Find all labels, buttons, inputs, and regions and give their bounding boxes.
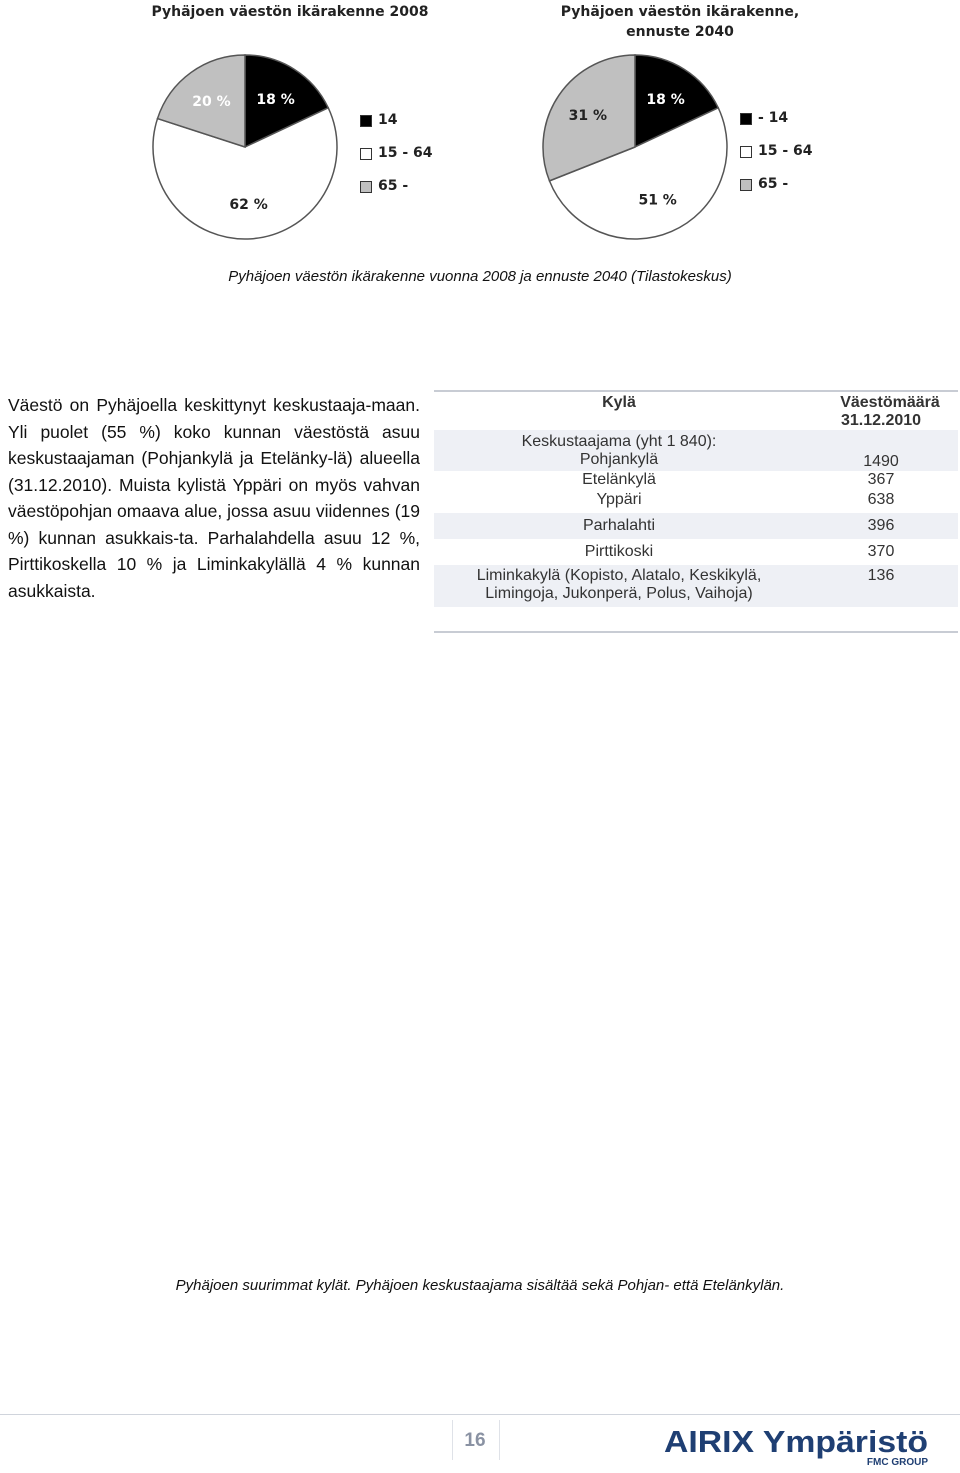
- table-row: [434, 451, 958, 471]
- legend-item: [740, 110, 813, 143]
- cell-village-line1: Liminkakylä (Kopisto, Alatalo, Keskikylä,: [476, 567, 762, 584]
- legend-swatch-white: [740, 146, 752, 158]
- cell-population: 1490: [863, 453, 899, 470]
- villages-table: [434, 390, 958, 633]
- legend-label: - 14: [758, 110, 789, 126]
- legend-item: [740, 176, 813, 209]
- legend-label: 14: [378, 112, 398, 128]
- cell-village: Pirttikoski: [584, 543, 654, 560]
- legend-2040: [740, 110, 813, 209]
- pie-slice-label: 51 %: [638, 192, 677, 209]
- airix-logo: [664, 1424, 928, 1466]
- cell-village: Pohjankylä: [579, 451, 659, 468]
- table-row: [434, 513, 958, 539]
- logo-main-text: AIRIX Ympäristö: [664, 1424, 928, 1459]
- legend-2008: [360, 112, 433, 211]
- chart-2-title-line2: ennuste 2040: [626, 24, 734, 40]
- table-row: [434, 430, 958, 451]
- legend-item: [360, 178, 433, 211]
- legend-swatch-gray: [740, 179, 752, 191]
- legend-label: 65 -: [378, 178, 409, 194]
- table-header-row: [434, 391, 958, 430]
- chart-2-title: [530, 2, 830, 42]
- legend-label: 15 - 64: [758, 143, 813, 159]
- pie-chart-2040: [540, 52, 730, 242]
- legend-label: 65 -: [758, 176, 789, 192]
- pie-slice-label: 18 %: [256, 91, 295, 108]
- header-village: Kylä: [602, 394, 636, 411]
- cell-village-line2: Limingoja, Jukonperä, Polus, Vaihoja): [485, 585, 753, 602]
- cell-population: 396: [867, 517, 895, 534]
- header-population: [804, 391, 958, 430]
- legend-swatch-black: [360, 115, 372, 127]
- cell-population: 370: [867, 543, 895, 560]
- header-population-line1: Väestömäärä: [840, 394, 940, 411]
- cell-population: 367: [867, 471, 895, 488]
- legend-item: [360, 112, 433, 145]
- table-row: [434, 565, 958, 607]
- cell-population: 638: [867, 491, 895, 508]
- charts-caption: Pyhäjoen väestön ikärakenne vuonna 2008 ja ennuste 2040 (Tilastokeskus): [228, 268, 732, 285]
- pie-slice-label: 31 %: [568, 107, 608, 124]
- cell-village: Parhalahti: [582, 517, 656, 534]
- table-row: [434, 471, 958, 489]
- cell-village: Yppäri: [596, 491, 642, 508]
- header-population-line2: 31.12.2010: [840, 412, 922, 429]
- legend-label: 15 - 64: [378, 145, 433, 161]
- pie-chart-2008: [150, 52, 340, 242]
- table-caption: Pyhäjoen suurimmat kylät. Pyhäjoen keskustaajama sisältää sekä Pohjan- että Etelänkylän.: [175, 1277, 785, 1294]
- cell-village: [434, 565, 804, 607]
- pie-slice-label: 20 %: [192, 93, 231, 110]
- legend-swatch-gray: [360, 181, 372, 193]
- legend-swatch-white: [360, 148, 372, 160]
- table-row: [434, 489, 958, 513]
- footer-divider: [0, 1414, 960, 1415]
- table-row: [434, 539, 958, 565]
- logo-sub-text: FMC GROUP: [866, 1457, 928, 1466]
- legend-swatch-black: [740, 113, 752, 125]
- cell-village: Etelänkylä: [582, 471, 656, 488]
- pie-slice-label: 18 %: [646, 91, 685, 108]
- page-number: 16: [464, 1430, 486, 1451]
- body-paragraph: Väestö on Pyhäjoella keskittynyt keskustaaja-maan. Yli puolet (55 %) koko kunnan väestöstä asuu keskustaajaman (Pohjankylä ja Etelänky-lä) alueella (31.12.2010). Muista kylistä Yppäri on myös vahvan väestöpohjan omaava alue, jossa asuu viidennes (19 %) kunnan asukkais-ta. Parhalahdella asuu 12 %, Pirttikoskella 10 % ja Liminkakylällä 4 % kunnan asukkaista.: [8, 395, 420, 601]
- chart-1-title: Pyhäjoen väestön ikärakenne 2008: [151, 4, 429, 20]
- legend-item: [360, 145, 433, 178]
- pie-slice-label: 62 %: [229, 196, 268, 213]
- chart-2-title-line1: Pyhäjoen väestön ikärakenne,: [560, 4, 800, 20]
- legend-item: [740, 143, 813, 176]
- group-label: Keskustaajama (yht 1 840):: [521, 433, 717, 450]
- cell-population: 136: [867, 567, 895, 584]
